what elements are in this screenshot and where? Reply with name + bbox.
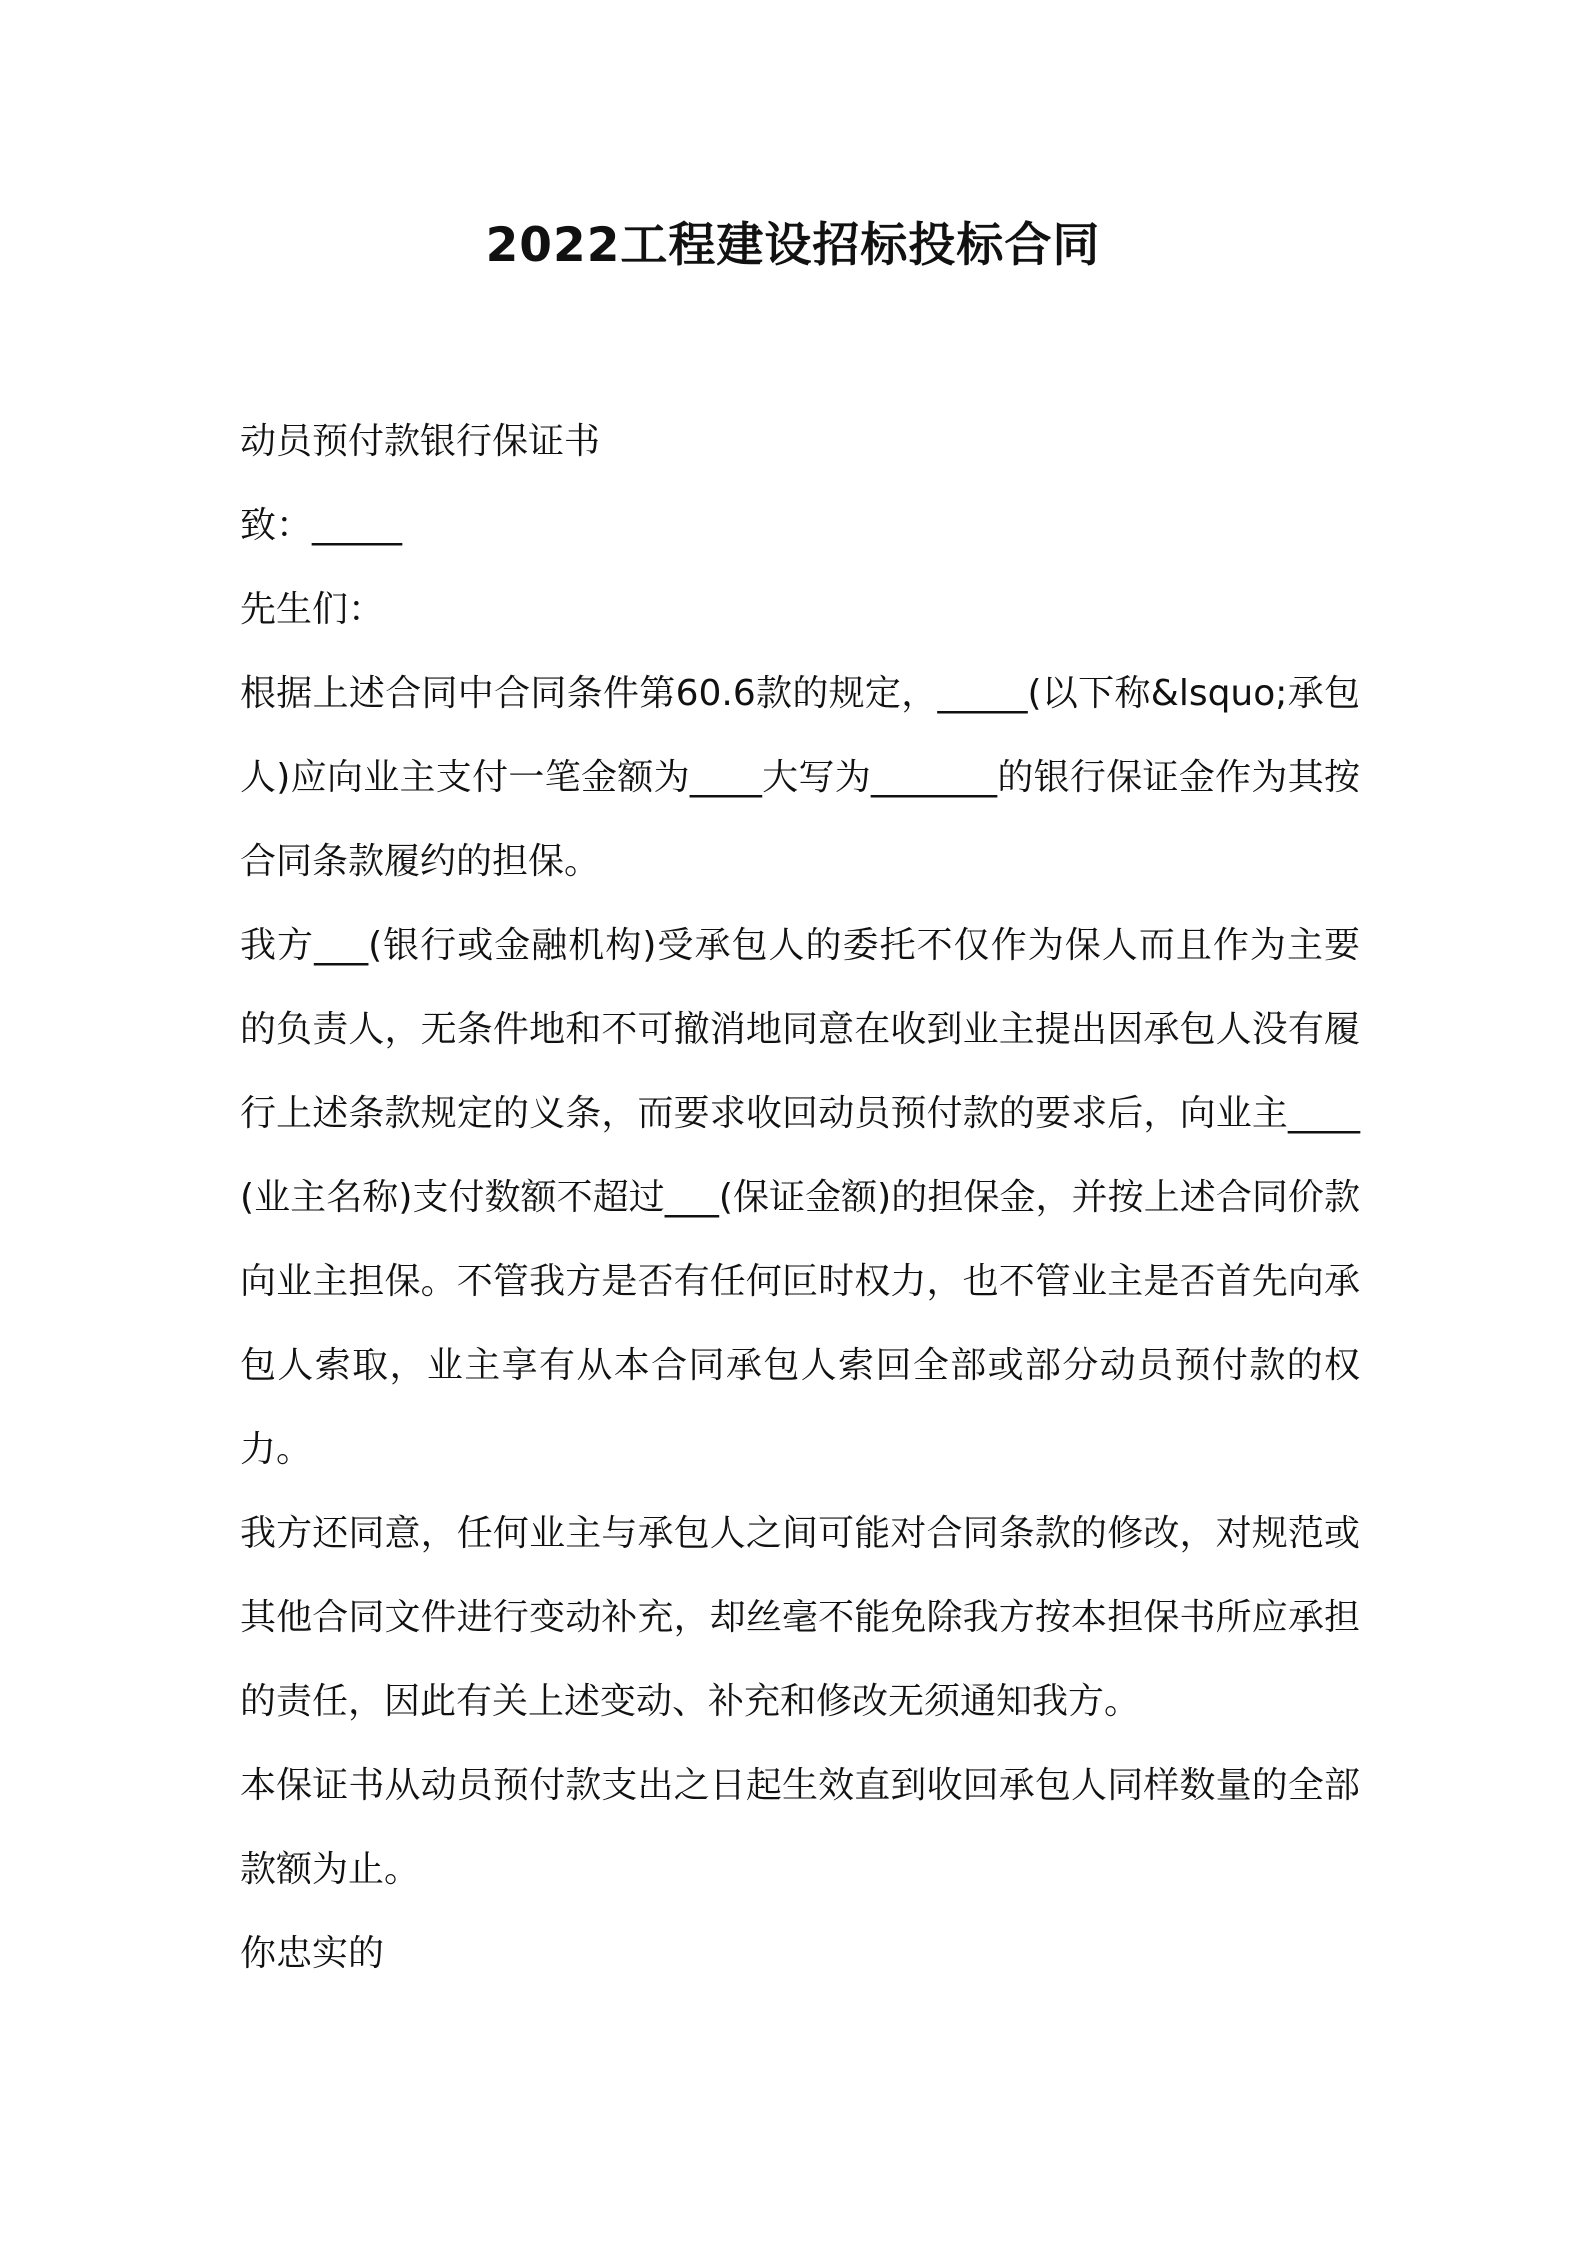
document-body <box>240 400 1360 1996</box>
guarantee-heading: 动员预付款银行保证书 <box>240 421 601 462</box>
paragraph-bank-commitment: 我方___(银行或金融机构)受承包人的委托不仅作为保人而且作为主要的负责人，无条件地和不可撤消地同意在收到业主提出因承包人没有履行上述条款规定的义条，而要求收回动员预付款的要求后，向业主____(业主名称)支付数额不超过___(保证金额)的担保金，并按上述合同价款向业主担保。不管我方是否有任何叵时权力，也不管业主是否首先向承包人索取，业主享有从本合同承包人索回全部或部分动员预付款的权力。 <box>240 925 1360 1470</box>
paragraph-contract-basis: 根据上述合同中合同条件第60.6款的规定，_____(以下称&lsquo;承包人)应向业主支付一笔金额为____大写为_______的银行保证金作为其按合同条款履约的担保。 <box>240 673 1360 882</box>
paragraph-amendment-consent: 我方还同意，任何业主与承包人之间可能对合同条款的修改，对规范或其他合同文件进行变动补充，却丝毫不能免除我方按本担保书所应承担的责任，因此有关上述变动、补充和修改无须通知我方。 <box>240 1513 1360 1722</box>
document-title: 2022工程建设招标投标合同 <box>485 218 1101 273</box>
paragraph-validity: 本保证书从动员预付款支出之日起生效直到收回承包人同样数量的全部款额为止。 <box>240 1765 1360 1890</box>
recipient-line: 致：_____ <box>240 505 403 546</box>
closing-line: 你忠实的 <box>240 1933 385 1974</box>
salutation: 先生们： <box>240 589 385 630</box>
